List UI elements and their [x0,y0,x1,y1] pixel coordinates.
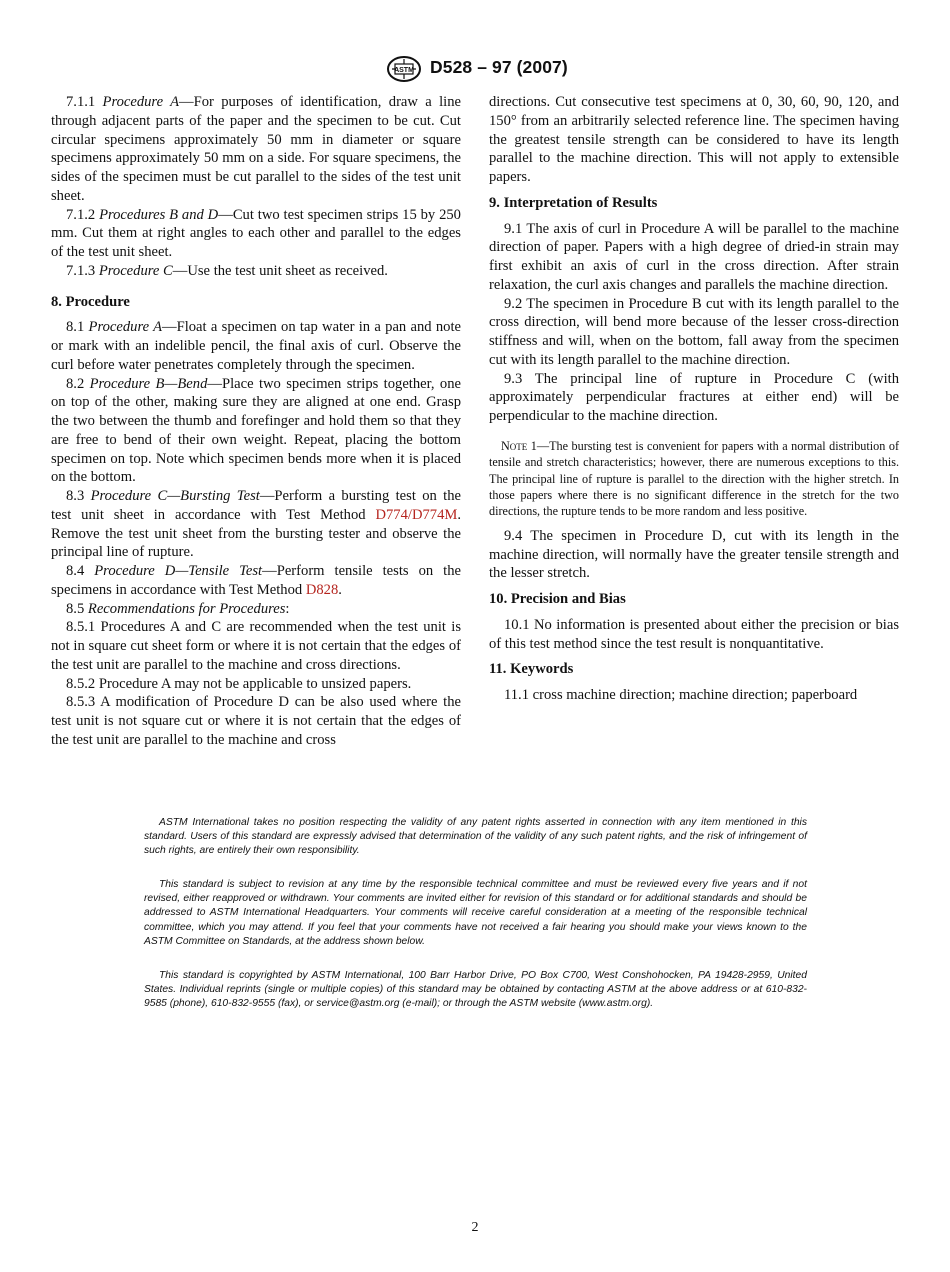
section-7-1-3: 7.1.3 Procedure C—Use the test unit sheet as received. [66,262,388,279]
section-9-2: 9.2 The specimen in Procedure B cut with its length parallel to the cross direction, will bend more because of the lesser cross-direction stiffness and will, when on the bottom, fall away from the specimen cut with its length parallel to the machine direction. [489,295,899,368]
heading-procedure: 8. Procedure [51,293,130,310]
section-8-4: 8.4 Procedure D—Tensile Test—Perform tensile tests on the specimens in accordance with Test Method D828. [51,563,461,598]
legal-footer [144,816,807,1031]
link-d828[interactable]: D828 [305,581,339,598]
section-9-4: 9.4 The specimen in Procedure D, cut with its length in the machine direction, will normally have the greater tensile strength and the lesser stretch. [489,527,899,582]
document-designation: D528 – 97 (2007) [430,57,568,77]
section-7-1-1: 7.1.1 Procedure A—For purposes of identification, draw a line through adjacent parts of the paper and the specimen to be cut. Cut circular specimens approximately 50 mm in diameter or square specimens approximately 50 mm on a side. For square specimens, the sides of the specimen must be cut parallel to the sides of the test unit sheet. [51,94,461,204]
left-column [51,93,461,750]
section-8-3: 8.3 Procedure C—Bursting Test—Perform a bursting test on the test unit sheet in accordance with Test Method D774/D774M. Remove the test unit sheet from the bursting tester and observe the principal line of rupture. [51,488,461,561]
footer-revision-notice: This standard is subject to revision at any time by the responsible technical committee and must be reviewed every five years and if not revised, either reapproved or withdrawn. Your comments are invited either for revision of this standard or for additional standards and should be addressed to ASTM International Headquarters. Your comments will receive careful consideration at a meeting of the responsible technical committee, which you may attend. If you feel that your comments have not received a fair hearing you should make your views known to the ASTM Committee on Standards, at the address shown below. [144,879,807,947]
section-8-2: 8.2 Procedure B—Bend—Place two specimen strips together, one on top of the other, making sure they are aligned at one end. Grasp the two between the thumb and forefinger and hold them so that they are free to bend of their own weight. Repeat, placing the bottom specimen on top. Note which specimen bends more when it is placed on the bottom. [51,375,461,486]
section-8-5-3: 8.5.3 A modification of Procedure D can be also used where the test unit is not square cut or where it is not certain that the edges of the test unit are parallel to the machine and cross [51,694,461,748]
section-7-1-2: 7.1.2 Procedures B and D—Cut two test specimen strips 15 by 250 mm. Cut them at right angles to each other and parallel to the edges of the test unit sheet. [51,206,461,260]
section-8-5-3-continued: directions. Cut consecutive test specimens at 0, 30, 60, 90, 120, and 150° from an arbitrarily selected reference line. The specimen having the greatest tensile strength can be considered to have its length parallel to the machine direction. This will not apply to extensible papers. [489,94,899,185]
section-9-1: 9.1 The axis of curl in Procedure A will be parallel to the machine direction of paper. Papers with a high degree of dried-in strain may first exhibit an axis of curl in the cross direction. After strain relaxation, the curl axis changes and parallels the machine direction. [489,220,899,293]
heading-interpretation: 9. Interpretation of Results [489,194,658,211]
page-number: 2 [471,1220,479,1235]
section-8-1: 8.1 Procedure A—Float a specimen on tap water in a pan and note or mark with an indelible pencil, the final axis of curl. Observe the curl before water penetrates completely through the specimen. [51,319,461,373]
right-column [489,93,899,705]
section-10-1: 10.1 No information is presented about either the precision or bias of this test method since the test result is nonquantitative. [489,616,899,652]
heading-keywords: 11. Keywords [489,661,574,678]
footer-copyright-notice: This standard is copyrighted by ASTM International, 100 Barr Harbor Drive, PO Box C700, West Conshohocken, PA 19428-2959, United States. Individual reprints (single or multiple copies) of this standard may be obtained by contacting ASTM at the above address or at 610-832-9585 (phone), 610-832-9555 (fax), or service@astm.org (e-mail); or through the ASTM website (www.astm.org). [144,969,807,1009]
page-header [0,56,950,84]
footer-patent-notice: ASTM International takes no position respecting the validity of any patent rights asserted in connection with any item mentioned in this standard. Users of this standard are expressly advised that determination of the validity of any such patent rights, and the risk of infringement of such rights, are entirely their own responsibility. [144,817,807,857]
section-8-5-2: 8.5.2 Procedure A may not be applicable to unsized papers. [66,675,412,692]
section-8-5-1: 8.5.1 Procedures A and C are recommended when the test unit is not in square cut sheet form or where it is not certain that the edges of the test unit are parallel to the machine and cross directions. [51,619,461,673]
note-1: Note 1—The bursting test is convenient for papers with a normal distribution of tensile and stretch characteristics; however, there are numerous exceptions to this. The principal line of rupture is parallel to the direction with the higher stretch. In those papers where there is no significant difference in the stretch for the two directions, the rupture tends to be more random and less positive. [489,438,899,519]
link-d774[interactable]: D774/D774M [375,506,458,523]
heading-precision: 10. Precision and Bias [489,591,626,608]
section-8-5: 8.5 Recommendations for Procedures: [66,600,290,617]
section-11-1: 11.1 cross machine direction; machine direction; paperboard [504,687,858,704]
section-9-3: 9.3 The principal line of rupture in Procedure C (with approximately perpendicular fractures at either end) will be perpendicular to the machine direction. [489,370,899,424]
astm-logo-icon [386,56,422,82]
logo-text: ASTM [394,67,414,74]
